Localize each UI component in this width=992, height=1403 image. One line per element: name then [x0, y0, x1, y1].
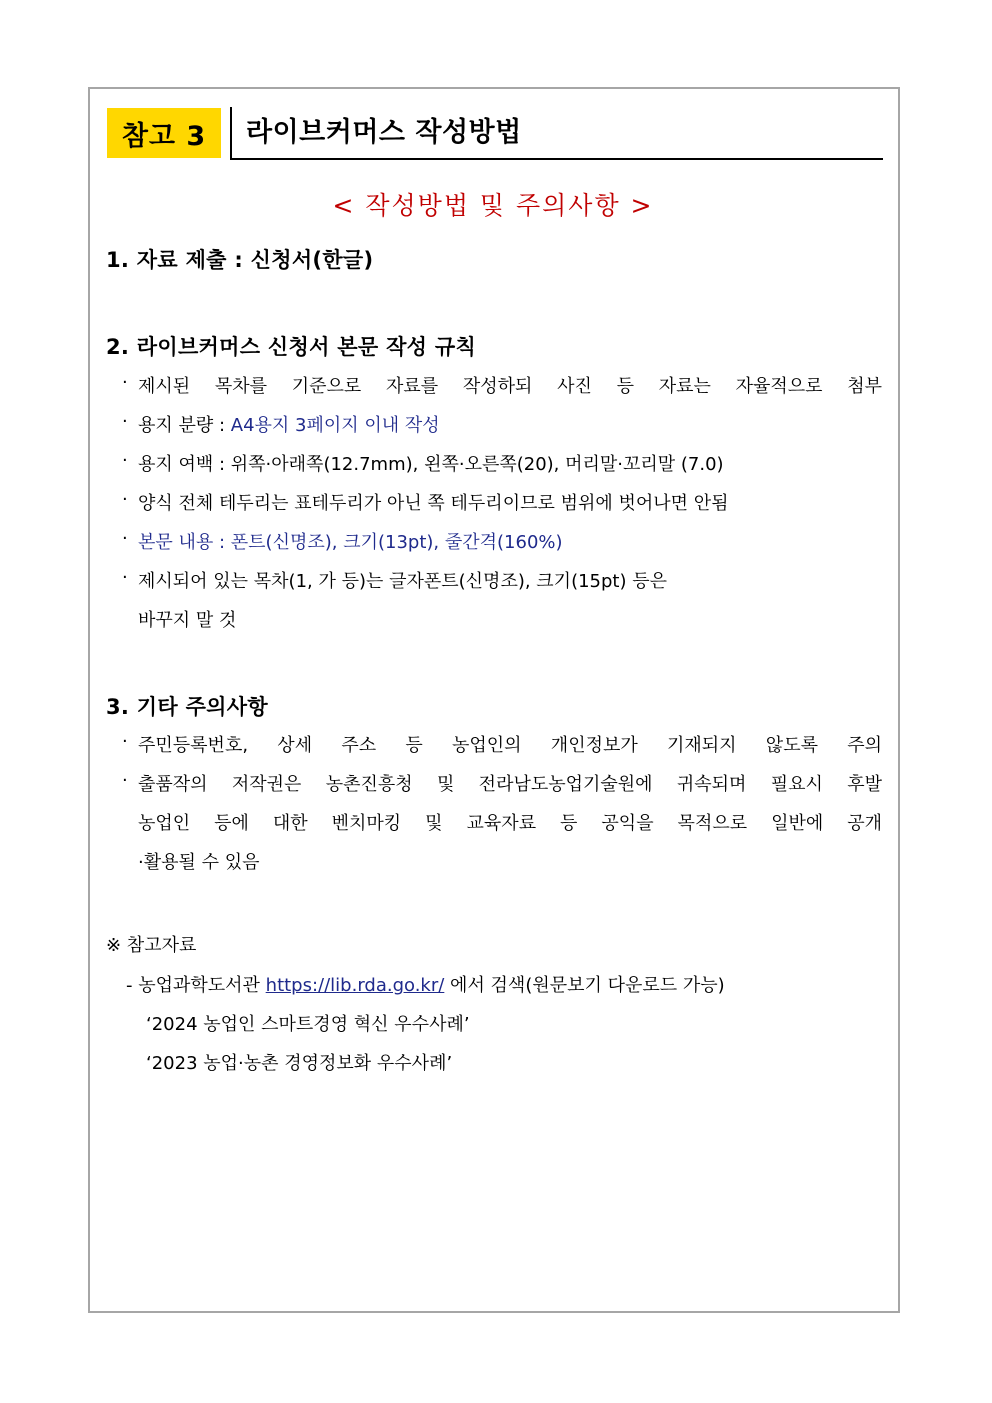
list-item-continuation: ·활용될 수 있음 [138, 852, 260, 873]
header-underline [230, 158, 883, 160]
references-title: ※ 참고자료 [106, 935, 197, 956]
list-item: · 제시되어 있는 목차(1, 가 등)는 글자폰트(신명조), 크기(15pt) 등은 [122, 567, 668, 592]
reference-book: ‘2023 농업·농촌 경영정보화 우수사례’ [146, 1053, 453, 1074]
library-link[interactable]: https://lib.rda.go.kr/ [265, 975, 445, 996]
page-limit-value: A4용지 3페이지 이내 작성 [230, 415, 440, 436]
list-item: · 제시된 목차를 기준으로 자료를 작성하되 사진 등 자료는 자율적으로 첨부 [122, 372, 882, 397]
list-item: · 용지 분량 : A4용지 3페이지 이내 작성 [122, 411, 440, 436]
section3-heading: 3. 기타 주의사항 [106, 695, 268, 719]
reference-book: ‘2024 농업인 스마트경영 혁신 우수사례’ [146, 1014, 470, 1035]
section2-heading: 2. 라이브커머스 신청서 본문 작성 규칙 [106, 335, 477, 359]
reference-line: - 농업과학도서관 https://lib.rda.go.kr/ 에서 검색(원문보기 다운로드 가능) [126, 975, 725, 996]
reference-badge: 참고 3 [107, 108, 221, 158]
list-item: · 용지 여백 : 위쪽·아래쪽(12.7mm), 왼쪽·오른쪽(20), 머리말·꼬리말 (7.0) [122, 450, 724, 475]
list-item: · 양식 전체 테두리는 표테두리가 아닌 쪽 테두리이므로 범위에 벗어나면 안됨 [122, 489, 729, 514]
list-item-continuation: 농업인 등에 대한 벤치마킹 및 교육자료 등 공익을 목적으로 일반에 공개 [138, 813, 882, 834]
list-item: · 본문 내용 : 폰트(신명조), 크기(13pt), 줄간격(160%) [122, 528, 563, 553]
list-item: · 주민등록번호, 상세 주소 등 농업인의 개인정보가 기재되지 않도록 주의 [122, 731, 882, 756]
section1-heading: 1. 자료 제출 : 신청서(한글) [106, 248, 374, 272]
page-title: 라이브커머스 작성방법 [246, 117, 522, 148]
subtitle: < 작성방법 및 주의사항 > [332, 191, 654, 220]
list-item-continuation: 바꾸지 말 것 [138, 610, 237, 631]
header-divider [230, 107, 232, 160]
list-item: · 출품작의 저작권은 농촌진흥청 및 전라남도농업기술원에 귀속되며 필요시 후발 [122, 770, 882, 795]
